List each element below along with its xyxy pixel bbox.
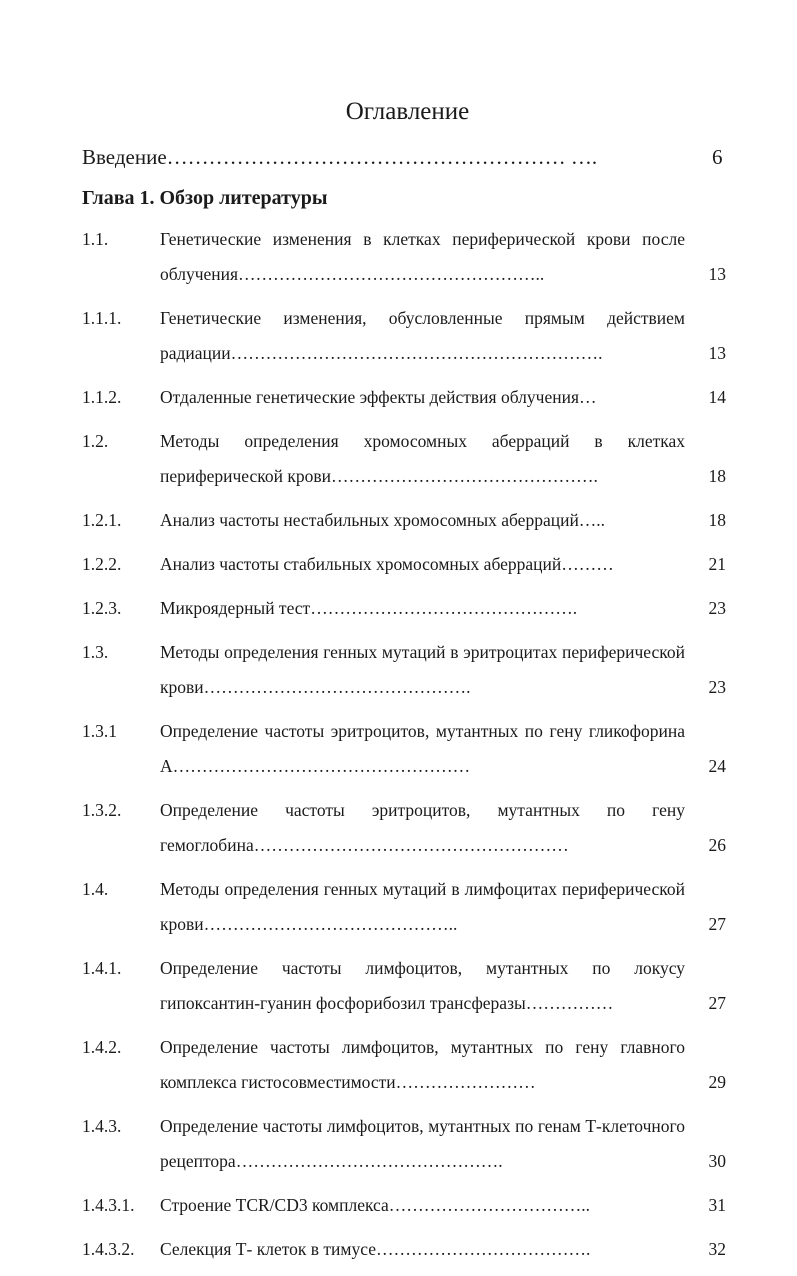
toc-entry xyxy=(82,503,732,538)
toc-page-number: 18 xyxy=(708,510,726,530)
toc-entry xyxy=(82,1109,732,1179)
toc-entry xyxy=(82,635,732,705)
toc-entry-number: 1.4.3.2. xyxy=(82,1239,135,1259)
toc-entry-number: 1.3.2. xyxy=(82,800,122,820)
toc-entry-number: 1.4. xyxy=(82,879,109,899)
toc-entry xyxy=(82,714,732,784)
toc-entry xyxy=(82,222,732,292)
toc-entry xyxy=(82,1188,732,1223)
toc-entry-text: Методы определения хромосомных аберраций в клетках периферической крови………………………………………. xyxy=(160,431,685,486)
toc-entry-number: 1.2.3. xyxy=(82,598,122,618)
toc-entry-text: Определение частоты лимфоцитов, мутантных по генам Т-клеточного рецептора………………………………………. xyxy=(160,1116,685,1171)
toc-entry-number: 1.1. xyxy=(82,229,109,249)
toc-entry-number: 1.4.2. xyxy=(82,1037,122,1057)
toc-entry-text: Генетические изменения, обусловленные прямым действием радиации………………………………………………………. xyxy=(160,308,685,363)
toc-page-number: 29 xyxy=(708,1072,726,1092)
toc-entry-text: Анализ частоты нестабильных хромосомных аберраций….. xyxy=(160,510,606,530)
toc-entry-text: Селекция Т- клеток в тимусе………………………………. xyxy=(160,1239,591,1259)
toc-entry-text: Микроядерный тест………………………………………. xyxy=(160,598,578,618)
toc-entry xyxy=(82,793,732,863)
toc-entry-number: 1.4.3.1. xyxy=(82,1195,135,1215)
toc-entry xyxy=(82,547,732,582)
toc-page-number: 26 xyxy=(708,835,726,855)
chapter-heading: Глава 1. Обзор литературы xyxy=(82,187,328,209)
toc-page-number: 27 xyxy=(708,993,726,1013)
table-of-contents xyxy=(82,222,732,1276)
toc-page-number: 18 xyxy=(708,466,726,486)
toc-page-number: 13 xyxy=(708,264,726,284)
toc-entry xyxy=(82,1030,732,1100)
toc-page-number: 14 xyxy=(708,387,726,407)
toc-entry-number: 1.4.1. xyxy=(82,958,122,978)
toc-entry-number: 1.3. xyxy=(82,642,109,662)
toc-page-number: 32 xyxy=(708,1239,726,1259)
toc-page-number: 21 xyxy=(708,554,726,574)
toc-entry-number: 1.4.3. xyxy=(82,1116,122,1136)
toc-page-number: 13 xyxy=(708,343,726,363)
toc-page-number: 6 xyxy=(712,145,723,169)
toc-entry-text: Определение частоты лимфоцитов, мутантных по гену главного комплекса гистосовместимости…………………… xyxy=(160,1037,685,1092)
toc-entry-text: Определение частоты эритроцитов, мутантных по гену гемоглобина……………………………………………… xyxy=(160,800,685,855)
toc-entry-number: 1.2. xyxy=(82,431,109,451)
toc-page-number: 23 xyxy=(708,598,726,618)
toc-page-number: 24 xyxy=(708,756,726,776)
toc-entry-text: Отдаленные генетические эффекты действия облучения… xyxy=(160,387,597,407)
toc-entry-number: 1.2.1. xyxy=(82,510,122,530)
toc-entry xyxy=(82,872,732,942)
toc-entry-text: Анализ частоты стабильных хромосомных аберраций……… xyxy=(160,554,614,574)
toc-entry-text: Методы определения генных мутаций в эритроцитах периферической крови………………………………………. xyxy=(160,642,685,697)
toc-entry-text: Определение частоты эритроцитов, мутантных по гену гликофорина А…………………………………………… xyxy=(160,721,685,776)
toc-entry xyxy=(82,380,732,415)
page-title: Оглавление xyxy=(345,98,470,125)
toc-entry xyxy=(82,951,732,1021)
toc-entry-text: Строение TCR/CD3 комплекса…………………………….. xyxy=(160,1195,591,1215)
toc-entry xyxy=(82,591,732,626)
toc-entry xyxy=(82,424,732,494)
toc-page-number: 23 xyxy=(708,677,726,697)
toc-entry-text: Определение частоты лимфоцитов, мутантных по локусу гипоксантин-гуанин фосфорибозил трансферазы…………… xyxy=(160,958,685,1013)
toc-entry-text: Методы определения генных мутаций в лимфоцитах периферической крови…………………………………….. xyxy=(160,879,685,934)
toc-entry xyxy=(82,301,732,371)
toc-entry-number: 1.3.1 xyxy=(82,721,117,741)
toc-page-number: 30 xyxy=(708,1151,726,1171)
toc-entry-text: Генетические изменения в клетках периферической крови после облучения…………………………………………….. xyxy=(160,229,685,284)
toc-page-number: 27 xyxy=(708,914,726,934)
toc-entry-number: 1.1.2. xyxy=(82,387,122,407)
toc-entry-text: Введение………………………………………………… …. xyxy=(82,145,598,169)
toc-entry-number: 1.1.1. xyxy=(82,308,122,328)
toc-entry xyxy=(82,1232,732,1267)
toc-entry-introduction xyxy=(82,145,722,170)
toc-page-number: 31 xyxy=(708,1195,726,1215)
toc-entry-number: 1.2.2. xyxy=(82,554,122,574)
